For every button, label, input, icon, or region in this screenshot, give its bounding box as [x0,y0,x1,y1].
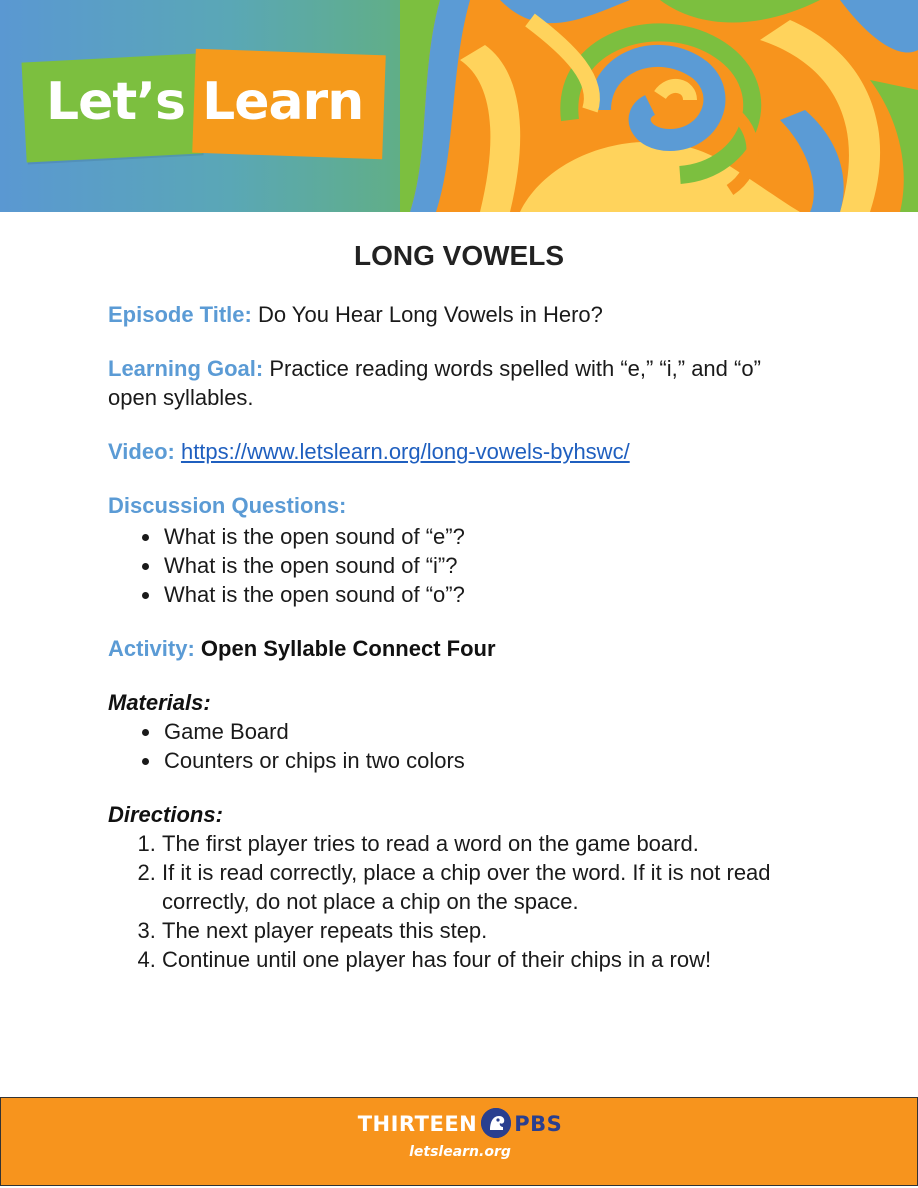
logo-text: Let’s Learn [46,72,364,132]
header-banner [0,0,918,212]
list-item: • What is the open sound of “e”? [162,522,798,551]
lesson-content [108,300,798,974]
list-item: 2. If it is read correctly, place a chip over the word. If it is not read correctly, do not place a chip on the space. [162,858,798,916]
materials-heading: Materials: [108,690,211,715]
episode-title [108,300,798,329]
footer-url[interactable]: letslearn.org [409,1144,511,1160]
footer [0,1097,918,1186]
list-item: 4. Continue until one player has four of their chips in a row! [162,945,798,974]
activity [108,634,798,663]
list-item: • What is the open sound of “o”? [162,580,798,609]
swirl-graphic [400,0,918,212]
letslearn-logo [24,50,384,170]
list-item: 3. The next player repeats this step. [162,916,798,945]
video-label: Video: [108,439,175,464]
learning-goal [108,354,798,412]
discussion-list [108,522,798,609]
directions-list [108,829,798,974]
list-item: • Counters or chips in two colors [162,746,798,775]
list-item: • Game Board [162,717,798,746]
discussion-heading [108,491,798,520]
thirteen-pbs-logo [1,1108,918,1142]
thirteen-wordmark: THIRTEEN [357,1112,478,1136]
activity-name: Open Syllable Connect Four [200,636,496,661]
directions-heading: Directions: [108,802,223,827]
discussion-label: Discussion Questions: [108,493,347,518]
page-title: LONG VOWELS [354,240,564,271]
episode-title-value: Do You Hear Long Vowels in Hero? [257,302,603,327]
video [108,437,798,466]
pbs-head-icon [481,1108,511,1138]
video-link[interactable]: https://www.letslearn.org/long-vowels-byhswc/ [180,439,630,464]
episode-title-label: Episode Title: [108,302,252,327]
pbs-wordmark: PBS [514,1112,563,1136]
learning-goal-value: Practice reading words spelled with “e,” “i,” and “o” open syllables. [108,356,761,410]
learning-goal-label: Learning Goal: [108,356,264,381]
activity-label: Activity: [108,636,195,661]
materials-list [108,717,798,775]
list-item: 1. The first player tries to read a word on the game board. [162,829,798,858]
list-item: • What is the open sound of “i”? [162,551,798,580]
